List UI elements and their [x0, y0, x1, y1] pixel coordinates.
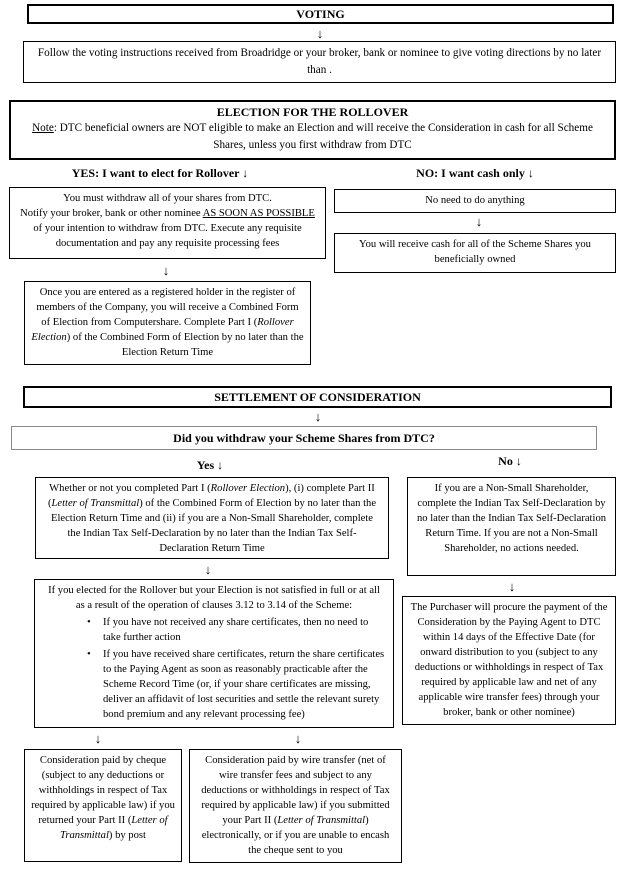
- settlement-no-label: No ↓: [498, 454, 522, 468]
- arrow-down-icon: ↓: [475, 214, 483, 229]
- election-no-step2: You will receive cash for all of the Scheme Shares you beneficially owned: [334, 233, 616, 273]
- settlement-yes-step1: Whether or not you completed Part I (Rollover Election), (i) complete Part II (Letter of Transmittal) of the Combined Form of Election by no later than the Election Return Time and (ii) if you are a Non-Small Shareholder, complete the Indian Tax Self-Declaration by no later than the Indian Tax Self-Declaration Return Time: [35, 477, 389, 559]
- arrow-down-icon: ↓: [162, 263, 170, 278]
- settlement-no-step2: The Purchaser will procure the payment of the Consideration by the Paying Agent to DTC within 14 days of the Effective Date (for onward distribution to you (subject to any deductions or withholdings in respect of Tax required by applicable law and net of any applicable wire transfer fees) through your broker, bank or other nominee): [402, 596, 616, 725]
- election-title: ELECTION FOR THE ROLLOVER: [216, 105, 409, 119]
- arrow-down-icon: ↓: [508, 579, 516, 594]
- settlement-title: SETTLEMENT OF CONSIDERATION: [214, 390, 421, 404]
- voting-title-box: [27, 4, 614, 24]
- election-box: [9, 100, 616, 160]
- settlement-question: Did you withdraw your Scheme Shares from DTC?: [173, 431, 435, 445]
- voting-instructions: Follow the voting instructions received from Broadridge or your broker, bank or nominee to give voting directions by no later than .: [37, 47, 602, 76]
- settlement-title-box: [23, 386, 612, 408]
- election-yes-step1: [9, 187, 326, 259]
- arrow-down-icon: ↓: [204, 562, 212, 577]
- bullet-item: • If you have not received any share certificates, then no need to take further action: [87, 617, 369, 643]
- settlement-no-step1: If you are a Non-Small Shareholder, complete the Indian Tax Self-Declaration by no later than the Indian Tax Self-Declaration Return Time. If you are not a Non-Small Shareholder, no actions needed.: [407, 477, 616, 576]
- cheque-payment-box: Consideration paid by cheque (subject to any deductions or withholdings in respect of Tax required by applicable law) if you returned your Part II (Letter of Transmittal) by post: [24, 749, 182, 862]
- note-label: Note: [32, 122, 54, 134]
- settlement-yes-label: Yes ↓: [196, 458, 224, 472]
- wire-transfer-box: Consideration paid by wire transfer (net of wire transfer fees and subject to any deductions or withholdings in respect of Tax required by applicable law) if you submitted your Part II (Letter of Transmittal) electronically, or if you are unable to encash the cheque sent to you: [189, 749, 402, 863]
- settlement-yes-step2: [34, 579, 394, 728]
- bullet-icon: •: [87, 617, 91, 628]
- rollover-not-satisfied-text: If you elected for the Rollover but your Election is not satisfied in full or at all as a result of the operation of clauses 3.12 to 3.14 of the Scheme:: [48, 585, 380, 611]
- settlement-bullet-list: [43, 615, 385, 722]
- notify-text: Notify your broker, bank or other nominee AS SOON AS POSSIBLE of your intention to withdraw from DTC. Execute any requisite documentation and pay any requisite processing fees: [20, 208, 315, 249]
- bullet-item: • If you have received share certificates, return the share certificates to the Paying Agent as soon as reasonably practicable after the Scheme Record Time (or, if your share certificates are missing, deliver an affidavit of lost securities and settle the relevant surety bond premium and any relevant processing fee): [87, 649, 385, 720]
- election-no-header: NO: I want cash only ↓: [416, 166, 534, 180]
- arrow-down-icon: ↓: [94, 731, 102, 746]
- settlement-question-box: [11, 426, 597, 450]
- bullet-icon: •: [87, 649, 91, 660]
- arrow-down-icon: ↓: [316, 26, 324, 41]
- election-yes-step2: Once you are entered as a registered holder in the register of members of the Company, you will receive a Combined Form of Election from Computershare. Complete Part I (Rollover Election) of the Combined Form of Election by no later than the Election Return Time: [24, 281, 311, 365]
- voting-title: VOTING: [296, 7, 345, 21]
- voting-instructions-box: [23, 41, 616, 83]
- election-no-step1: No need to do anything: [334, 189, 616, 213]
- withdraw-text: You must withdraw all of your shares from DTC.: [63, 193, 272, 204]
- election-note: [17, 120, 608, 154]
- election-yes-header: YES: I want to elect for Rollover ↓: [71, 166, 249, 180]
- note-text: : DTC beneficial owners are NOT eligible to make an Election and will receive the Consideration in cash for all Scheme Shares, unless you first withdraw from DTC: [53, 122, 593, 151]
- arrow-down-icon: ↓: [314, 409, 322, 424]
- arrow-down-icon: ↓: [294, 731, 302, 746]
